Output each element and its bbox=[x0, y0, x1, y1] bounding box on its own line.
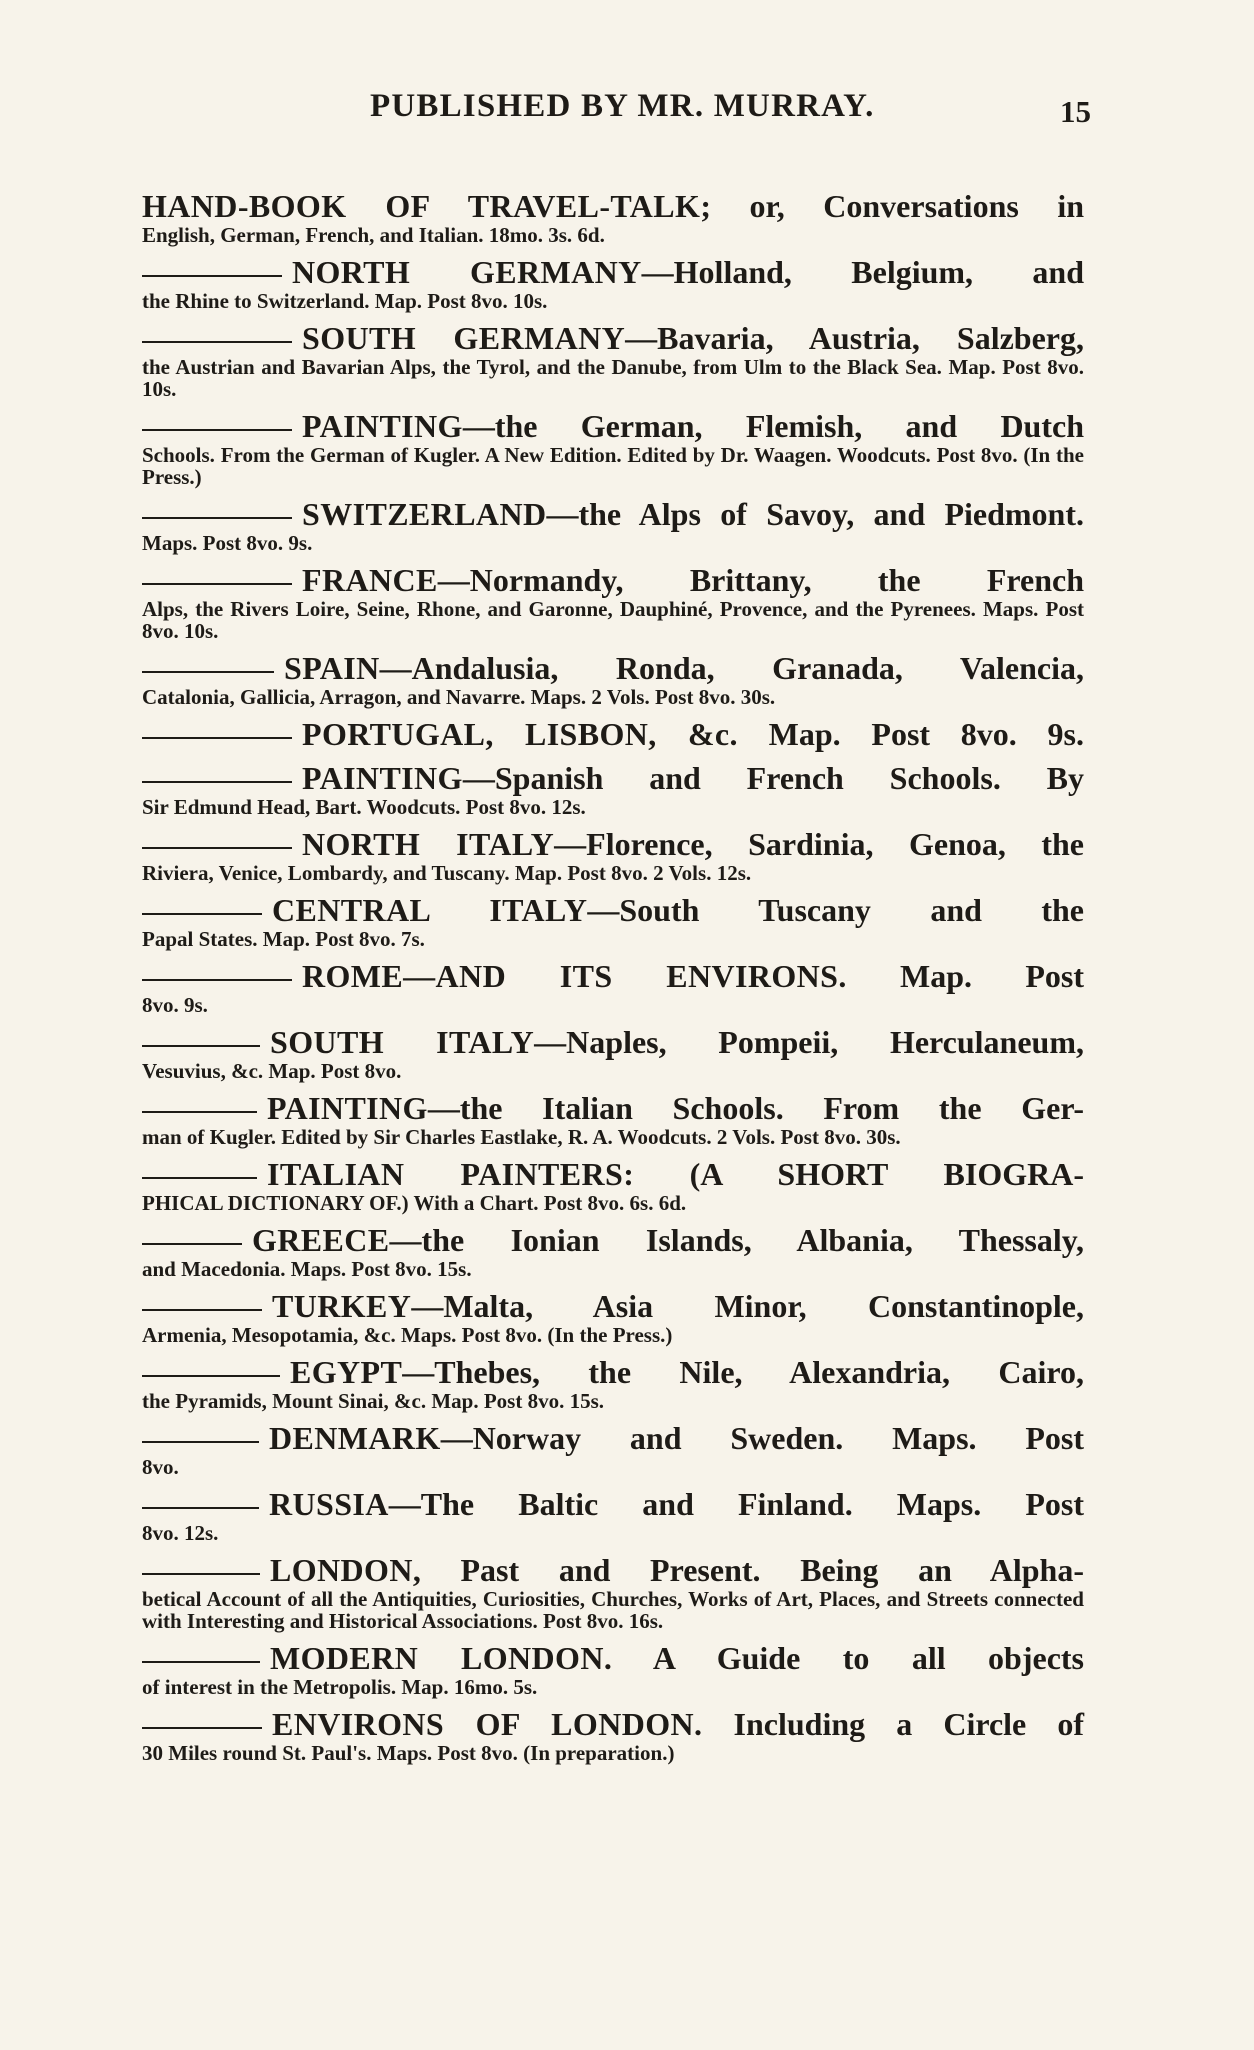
entry-detail: Schools. From the German of Kugler. A New Edition. Edited by Dr. Waagen. Woodcuts. Post 8vo. (In the Press.) bbox=[142, 443, 1084, 489]
ditto-rule bbox=[142, 781, 292, 783]
ditto-rule bbox=[142, 517, 292, 519]
ditto-rule bbox=[142, 1661, 260, 1663]
catalogue-entry bbox=[142, 716, 1084, 752]
entry-subject: PAINTING bbox=[302, 760, 463, 796]
entry-subtitle: —Bavaria, Austria, Salzberg, bbox=[625, 320, 1085, 356]
entry-subtitle: —Thebes, the Nile, Alexandria, Cairo, bbox=[402, 1354, 1084, 1390]
entry-detail: Riviera, Venice, Lombardy, and Tuscany. Map. Post 8vo. 2 Vols. 12s. bbox=[142, 861, 752, 885]
entry-detail: Vesuvius, &c. Map. Post 8vo. bbox=[142, 1059, 402, 1083]
catalogue-entry bbox=[142, 760, 1084, 818]
entry-heading bbox=[142, 188, 1084, 224]
ditto-rule bbox=[142, 737, 292, 739]
entry-subtitle: Map. Post 8vo. 9s. bbox=[737, 716, 1084, 752]
entry-heading bbox=[142, 1354, 1084, 1390]
running-head: PUBLISHED BY MR. MURRAY. bbox=[370, 88, 875, 124]
entry-heading bbox=[142, 1640, 1084, 1676]
entry-subtitle: —Normandy, Brittany, the French bbox=[437, 562, 1084, 598]
entry-subtitle: A Guide to all objects bbox=[612, 1640, 1085, 1676]
entry-subtitle: —Florence, Sardinia, Genoa, the bbox=[554, 826, 1084, 862]
entry-subtitle: , Past and Present. Being an Alpha- bbox=[412, 1552, 1084, 1588]
entry-subtitle: —Andalusia, Ronda, Granada, Valencia, bbox=[379, 650, 1084, 686]
catalogue-entry bbox=[142, 254, 1084, 312]
entry-subtitle: —Norway and Sweden. Maps. Post bbox=[440, 1420, 1084, 1456]
ditto-rule bbox=[142, 1111, 257, 1113]
entry-subtitle: —The Baltic and Finland. Maps. Post bbox=[388, 1486, 1084, 1522]
entry-heading bbox=[142, 1222, 1084, 1258]
entry-subject: MODERN LONDON. bbox=[270, 1640, 613, 1676]
entry-subject: RUSSIA bbox=[269, 1486, 389, 1522]
entry-heading bbox=[142, 958, 1084, 994]
entry-heading bbox=[142, 826, 1084, 862]
entry-detail: Armenia, Mesopotamia, &c. Maps. Post 8vo. (In the Press.) bbox=[142, 1323, 673, 1347]
entry-subtitle: —Naples, Pompeii, Herculaneum, bbox=[534, 1024, 1084, 1060]
entry-subject: SOUTH ITALY bbox=[270, 1024, 535, 1060]
catalogue-entry bbox=[142, 562, 1084, 642]
entry-subtitle: —Holland, Belgium, and bbox=[641, 254, 1085, 290]
entry-detail: man of Kugler. Edited by Sir Charles Eastlake, R. A. Woodcuts. 2 Vols. Post 8vo. 30s. bbox=[142, 1125, 901, 1149]
catalogue-entry bbox=[142, 1090, 1084, 1148]
ditto-rule bbox=[142, 847, 292, 849]
entry-subject: ROME—AND ITS ENVIRONS. bbox=[302, 958, 847, 994]
catalogue-entry bbox=[142, 408, 1084, 488]
ditto-rule bbox=[142, 1507, 259, 1509]
entry-heading bbox=[142, 1706, 1084, 1742]
page-number: 15 bbox=[1060, 94, 1091, 129]
entry-detail: 8vo. 9s. bbox=[142, 993, 208, 1017]
entry-subject: TURKEY bbox=[272, 1288, 412, 1324]
ditto-rule bbox=[142, 913, 262, 915]
ditto-rule bbox=[142, 979, 292, 981]
entry-subject: GREECE bbox=[252, 1222, 390, 1258]
catalogue-entries bbox=[142, 188, 1084, 1772]
entry-subject: FRANCE bbox=[302, 562, 438, 598]
entry-heading bbox=[142, 254, 1084, 290]
entry-detail: of interest in the Metropolis. Map. 16mo. 5s. bbox=[142, 1675, 538, 1699]
entry-heading bbox=[142, 1288, 1084, 1324]
entry-heading bbox=[142, 716, 1084, 752]
entry-subtitle: : (A SHORT BIOGRA- bbox=[623, 1156, 1085, 1192]
ditto-rule bbox=[142, 341, 292, 343]
entry-detail: 8vo. bbox=[142, 1455, 179, 1479]
entry-heading bbox=[142, 650, 1084, 686]
catalogue-entry bbox=[142, 1156, 1084, 1214]
catalogue-entry bbox=[142, 1024, 1084, 1082]
ditto-rule bbox=[142, 583, 292, 585]
ditto-rule bbox=[142, 1727, 262, 1729]
entry-subtitle: —the Ionian Islands, Albania, Thessaly, bbox=[389, 1222, 1084, 1258]
entry-subtitle: —the German, Flemish, and Dutch bbox=[462, 408, 1084, 444]
ditto-rule bbox=[142, 1177, 257, 1179]
entry-subject: ITALIAN PAINTERS bbox=[267, 1156, 624, 1192]
entry-detail: and Macedonia. Maps. Post 8vo. 15s. bbox=[142, 1257, 472, 1281]
catalogue-entry bbox=[142, 496, 1084, 554]
catalogue-entry bbox=[142, 1288, 1084, 1346]
ditto-rule bbox=[142, 275, 282, 277]
entry-heading bbox=[142, 408, 1084, 444]
ditto-rule bbox=[142, 1573, 260, 1575]
entry-subtitle: —South Tuscany and the bbox=[587, 892, 1085, 928]
entry-detail: Sir Edmund Head, Bart. Woodcuts. Post 8vo. 12s. bbox=[142, 795, 586, 819]
entry-subject: NORTH GERMANY bbox=[292, 254, 642, 290]
catalogue-entry bbox=[142, 188, 1084, 246]
entry-detail: Maps. Post 8vo. 9s. bbox=[142, 531, 313, 555]
entry-detail: Alps, the Rivers Loire, Seine, Rhone, and Garonne, Dauphiné, Provence, and the Pyrenees. Maps. Post 8vo. 10s. bbox=[142, 597, 1084, 643]
entry-detail: English, German, French, and Italian. 18mo. 3s. 6d. bbox=[142, 223, 605, 247]
entry-subject: PAINTING bbox=[267, 1090, 428, 1126]
ditto-rule bbox=[142, 429, 292, 431]
ditto-rule bbox=[142, 1441, 259, 1443]
entry-subject: PAINTING bbox=[302, 408, 463, 444]
entry-heading bbox=[142, 892, 1084, 928]
entry-heading bbox=[142, 1024, 1084, 1060]
entry-subject: DENMARK bbox=[269, 1420, 441, 1456]
entry-detail: 30 Miles round St. Paul's. Maps. Post 8vo. (In preparation.) bbox=[142, 1741, 675, 1765]
catalogue-entry bbox=[142, 1552, 1084, 1632]
entry-detail: Papal States. Map. Post 8vo. 7s. bbox=[142, 927, 425, 951]
catalogue-entry bbox=[142, 892, 1084, 950]
catalogue-entry bbox=[142, 826, 1084, 884]
entry-detail: the Rhine to Switzerland. Map. Post 8vo. 10s. bbox=[142, 289, 548, 313]
entry-subject: NORTH ITALY bbox=[302, 826, 555, 862]
entry-heading bbox=[142, 1552, 1084, 1588]
entry-subtitle: —the Alps of Savoy, and Piedmont. bbox=[546, 496, 1084, 532]
entry-subject: ENVIRONS OF LONDON. bbox=[272, 1706, 703, 1742]
entry-subtitle: Including a Circle of bbox=[702, 1706, 1084, 1742]
entry-subject: SWITZERLAND bbox=[302, 496, 547, 532]
entry-heading bbox=[142, 562, 1084, 598]
entry-subject: PORTUGAL, LISBON, &c. bbox=[302, 716, 738, 752]
catalogue-entry bbox=[142, 1354, 1084, 1412]
catalogue-entry bbox=[142, 958, 1084, 1016]
ditto-rule bbox=[142, 1309, 262, 1311]
entry-detail: PHICAL DICTIONARY OF.) With a Chart. Post 8vo. 6s. 6d. bbox=[142, 1191, 687, 1215]
entry-subtitle: Map. Post bbox=[846, 958, 1084, 994]
entry-subtitle: —the Italian Schools. From the Ger- bbox=[427, 1090, 1084, 1126]
ditto-rule bbox=[142, 1045, 260, 1047]
catalogue-entry bbox=[142, 1640, 1084, 1698]
entry-subtitle: ; or, Conversations in bbox=[700, 188, 1085, 224]
entry-subject: LONDON bbox=[270, 1552, 413, 1588]
entry-detail: 8vo. 12s. bbox=[142, 1521, 219, 1545]
entry-heading bbox=[142, 1486, 1084, 1522]
entry-subject: EGYPT bbox=[290, 1354, 403, 1390]
entry-subject: CENTRAL ITALY bbox=[272, 892, 588, 928]
entry-detail: the Austrian and Bavarian Alps, the Tyrol, and the Danube, from Ulm to the Black Sea. Map. Post 8vo. 10s. bbox=[142, 355, 1084, 401]
ditto-rule bbox=[142, 1243, 242, 1245]
catalogue-entry bbox=[142, 1706, 1084, 1764]
ditto-rule bbox=[142, 1375, 280, 1377]
entry-detail: betical Account of all the Antiquities, Curiosities, Churches, Works of Art, Places, and Streets connected with Interesting and Historical Associations. Post 8vo. 16s. bbox=[142, 1587, 1084, 1633]
catalogue-entry bbox=[142, 1420, 1084, 1478]
entry-subtitle: —Malta, Asia Minor, Constantinople, bbox=[411, 1288, 1084, 1324]
entry-detail: the Pyramids, Mount Sinai, &c. Map. Post 8vo. 15s. bbox=[142, 1389, 604, 1413]
entry-subject: HAND-BOOK OF TRAVEL-TALK bbox=[142, 188, 701, 224]
entry-heading bbox=[142, 1090, 1084, 1126]
entry-heading bbox=[142, 496, 1084, 532]
entry-detail: Catalonia, Gallicia, Arragon, and Navarre. Maps. 2 Vols. Post 8vo. 30s. bbox=[142, 685, 776, 709]
entry-heading bbox=[142, 320, 1084, 356]
entry-heading bbox=[142, 1156, 1084, 1192]
entry-subject: SPAIN bbox=[284, 650, 380, 686]
catalogue-entry bbox=[142, 650, 1084, 708]
entry-subject: SOUTH GERMANY bbox=[302, 320, 626, 356]
entry-subtitle: —Spanish and French Schools. By bbox=[462, 760, 1084, 796]
catalogue-entry bbox=[142, 1222, 1084, 1280]
catalogue-entry bbox=[142, 320, 1084, 400]
ditto-rule bbox=[142, 671, 274, 673]
catalogue-entry bbox=[142, 1486, 1084, 1544]
entry-heading bbox=[142, 760, 1084, 796]
entry-heading bbox=[142, 1420, 1084, 1456]
